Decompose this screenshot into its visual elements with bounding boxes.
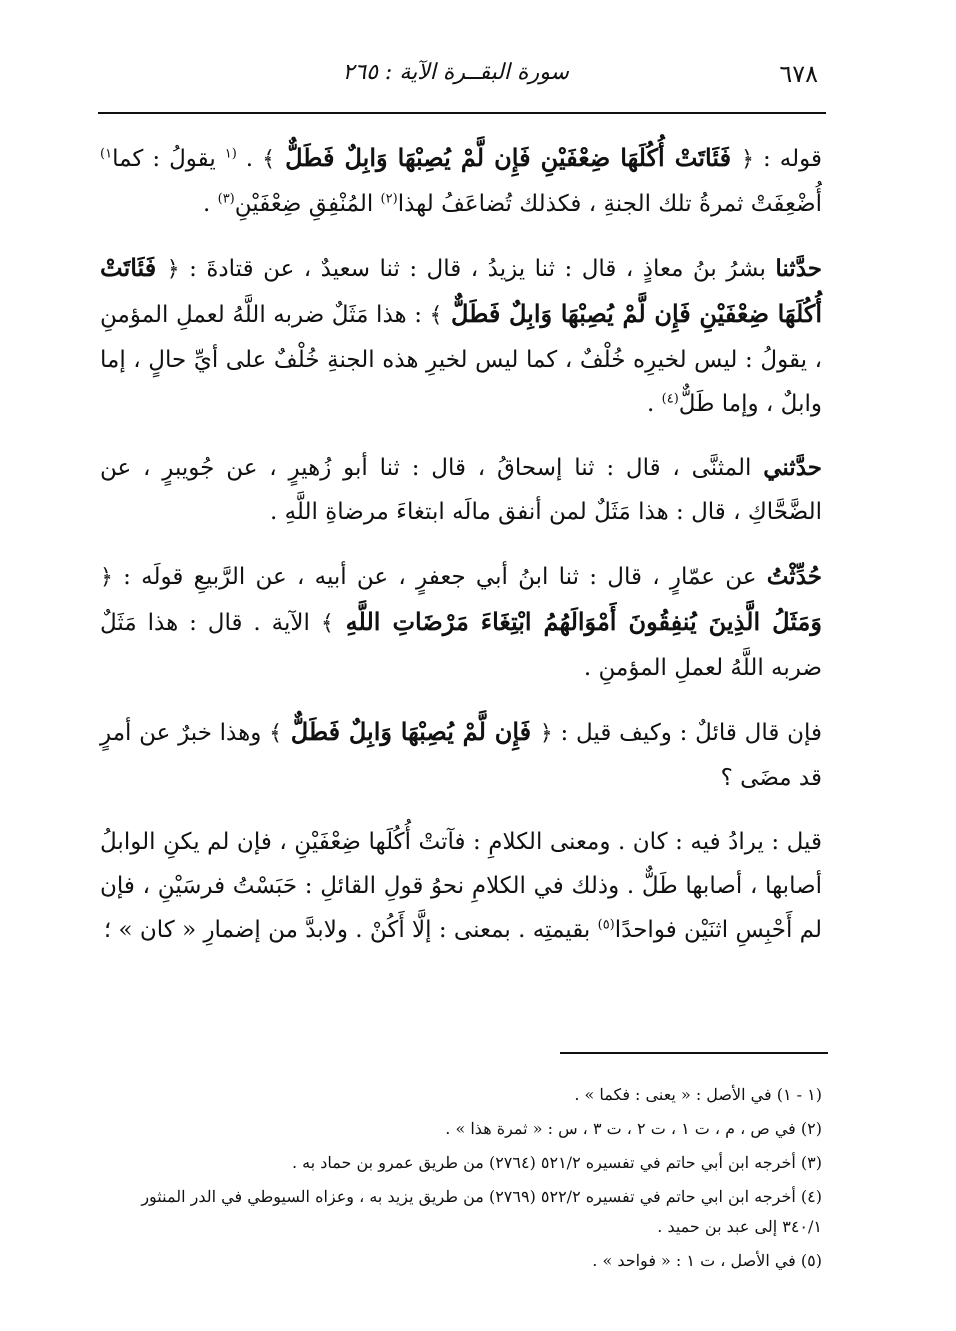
ornate-bracket-close: ﴾ [429, 303, 443, 328]
quran-verse: فَئَاتَتْ أُكُلَهَا ضِعْفَيْنِ فَإِن لَّمْ يُصِبْهَا وَابِلٌ فَطَلٌّ [100, 253, 822, 328]
text-run: . [236, 146, 263, 172]
footnote-rule [560, 1052, 828, 1054]
ornate-bracket-close: ﴾ [269, 721, 282, 746]
ornate-bracket-open: ﴿ [100, 565, 113, 590]
footnote-4: (٤) أخرجه ابن ابي حاتم في تفسيره ٥٢٢/٢ (٢٧٦٩) من طريق يزيد به ، وعزاه السيوطي في الدر المنثور ٣٤٠/١ إلى عبد بن حميد . [141, 1187, 822, 1236]
text-run: بشرُ بنُ معاذٍ ، قال : ثنا يزيدُ ، قال : ثنا سعيدٌ ، عن قتادةَ : [179, 256, 776, 282]
footnote-marker: (٣) [217, 191, 235, 207]
page-number: ٦٧٨ [779, 60, 818, 88]
text-run: قيل : يرادُ فيه : كان . ومعنى الكلامِ : فآتتْ أُكُلَها ضِعْفَيْنِ ، فإن لم يكنِ الوابلُ أصابها ، أصابها طَلٌّ . وذلك في الكلامِ نحوُ قولِ القائلِ : حَبَسْتُ فرسَيْنِ ، فإن لم أَحْبِسِ اثنَيْن فواحدًا [100, 829, 822, 943]
header-rule [98, 112, 826, 114]
text-run: بقيمتِه . بمعنى : إلَّا أَكُنْ . ولابدَّ من إضمارِ « كان » ؛ [103, 917, 598, 943]
footnote-marker: (٥) [597, 917, 615, 933]
paragraph-4 [100, 554, 822, 690]
running-title: سورة البقــرة الآية : ٢٦٥ [342, 60, 569, 85]
paragraph-6 [100, 820, 822, 952]
text-run: . [202, 191, 218, 217]
text-run: فإن قال قائلٌ : وكيف قيل : [552, 720, 822, 746]
ornate-bracket-open: ﴿ [741, 147, 754, 172]
text-run: . [647, 391, 662, 417]
paragraph-2 [100, 246, 822, 426]
text-run: المثنَّى ، قال : ثنا إسحاقُ ، قال : ثنا أبو زُهيرٍ ، عن جُويبرٍ ، عن الضَّحَّاكِ ، قال : هذا مَثَلٌ لمن أنفق مالَه ابتغاءَ مرضاةِ اللَّهِ . [100, 455, 822, 525]
footnote-marker: (١ [224, 146, 237, 162]
text-run: الآية . قال : هذا مَثَلٌ ضربه اللَّهُ لعملِ المؤمنِ . [100, 610, 822, 681]
ornate-bracket-open: ﴿ [166, 257, 180, 282]
text-run: : هذا مَثَلٌ ضربه اللَّهُ لعملِ المؤمنِ ، يقولُ : ليس لخيرِه خُلْفٌ ، كما ليس لخيرِ هذه الجنةِ خُلْفٌ على أيِّ حالٍ ، إما وابلٌ ، وإما طَلٌّ [100, 302, 822, 417]
narration-lead: حدَّثنا [775, 255, 822, 282]
page-header [98, 58, 824, 98]
text-run: قوله : [754, 146, 822, 172]
text-run: يقولُ : كما [112, 146, 225, 172]
quran-verse: فَئَاتَتْ أُكُلَهَا ضِعْفَيْنِ فَإِن لَّمْ يُصِبْهَا وَابِلٌ فَطَلٌّ [275, 143, 742, 172]
paragraph-1 [100, 136, 822, 226]
text-run: أُضْعِفَتْ ثمرةُ تلك الجنةِ ، فكذلك تُضاعَفُ لهذا [397, 191, 822, 217]
footnote-2: (٢) في ص ، م ، ت ١ ، ت ٢ ، ت ٣ ، س : « ثمرة هذا » . [445, 1119, 822, 1138]
footnote-marker: (٢) [380, 191, 398, 207]
footnote-marker: ١) [100, 146, 113, 162]
footnote-1: (١ - ١) في الأصل : « يعنى : فكما » . [574, 1085, 822, 1104]
narration-lead: حدَّثني [763, 454, 822, 481]
paragraph-3 [100, 446, 822, 534]
footnotes [100, 1080, 822, 1280]
ornate-bracket-close: ﴾ [320, 611, 334, 636]
paragraph-5 [100, 710, 822, 800]
quran-verse: فَإِن لَّمْ يُصِبْهَا وَابِلٌ فَطَلٌّ [282, 717, 540, 746]
footnote-marker: (٤) [661, 391, 679, 407]
footnote-3: (٣) أخرجه ابن أبي حاتم في تفسيره ٥٢١/٢ (٢٧٦٤) من طريق عمرو بن حماد به . [291, 1153, 822, 1172]
text-run: عن عمّارٍ ، قال : ثنا ابنُ أبي جعفرٍ ، عن أبيه ، عن الرَّبيعِ قولَه : [112, 564, 767, 590]
ornate-bracket-close: ﴾ [262, 147, 276, 172]
text-run: وهذا خبرٌ عن أمرٍ قد مضَى ؟ [100, 720, 822, 791]
ornate-bracket-open: ﴿ [539, 721, 553, 746]
quran-verse: وَمَثَلُ الَّذِينَ يُنفِقُونَ أَمْوَالَهُمُ ابْتِغَاءَ مَرْضَاتِ اللَّهِ [333, 607, 822, 636]
footnote-5: (٥) في الأصل ، ت ١ : « فواحد » . [592, 1251, 822, 1270]
main-text [100, 136, 822, 972]
text-run: المُنْفِقِ ضِعْفَيْنِ [234, 191, 381, 217]
narration-lead: حُدِّثْتُ [766, 563, 822, 590]
